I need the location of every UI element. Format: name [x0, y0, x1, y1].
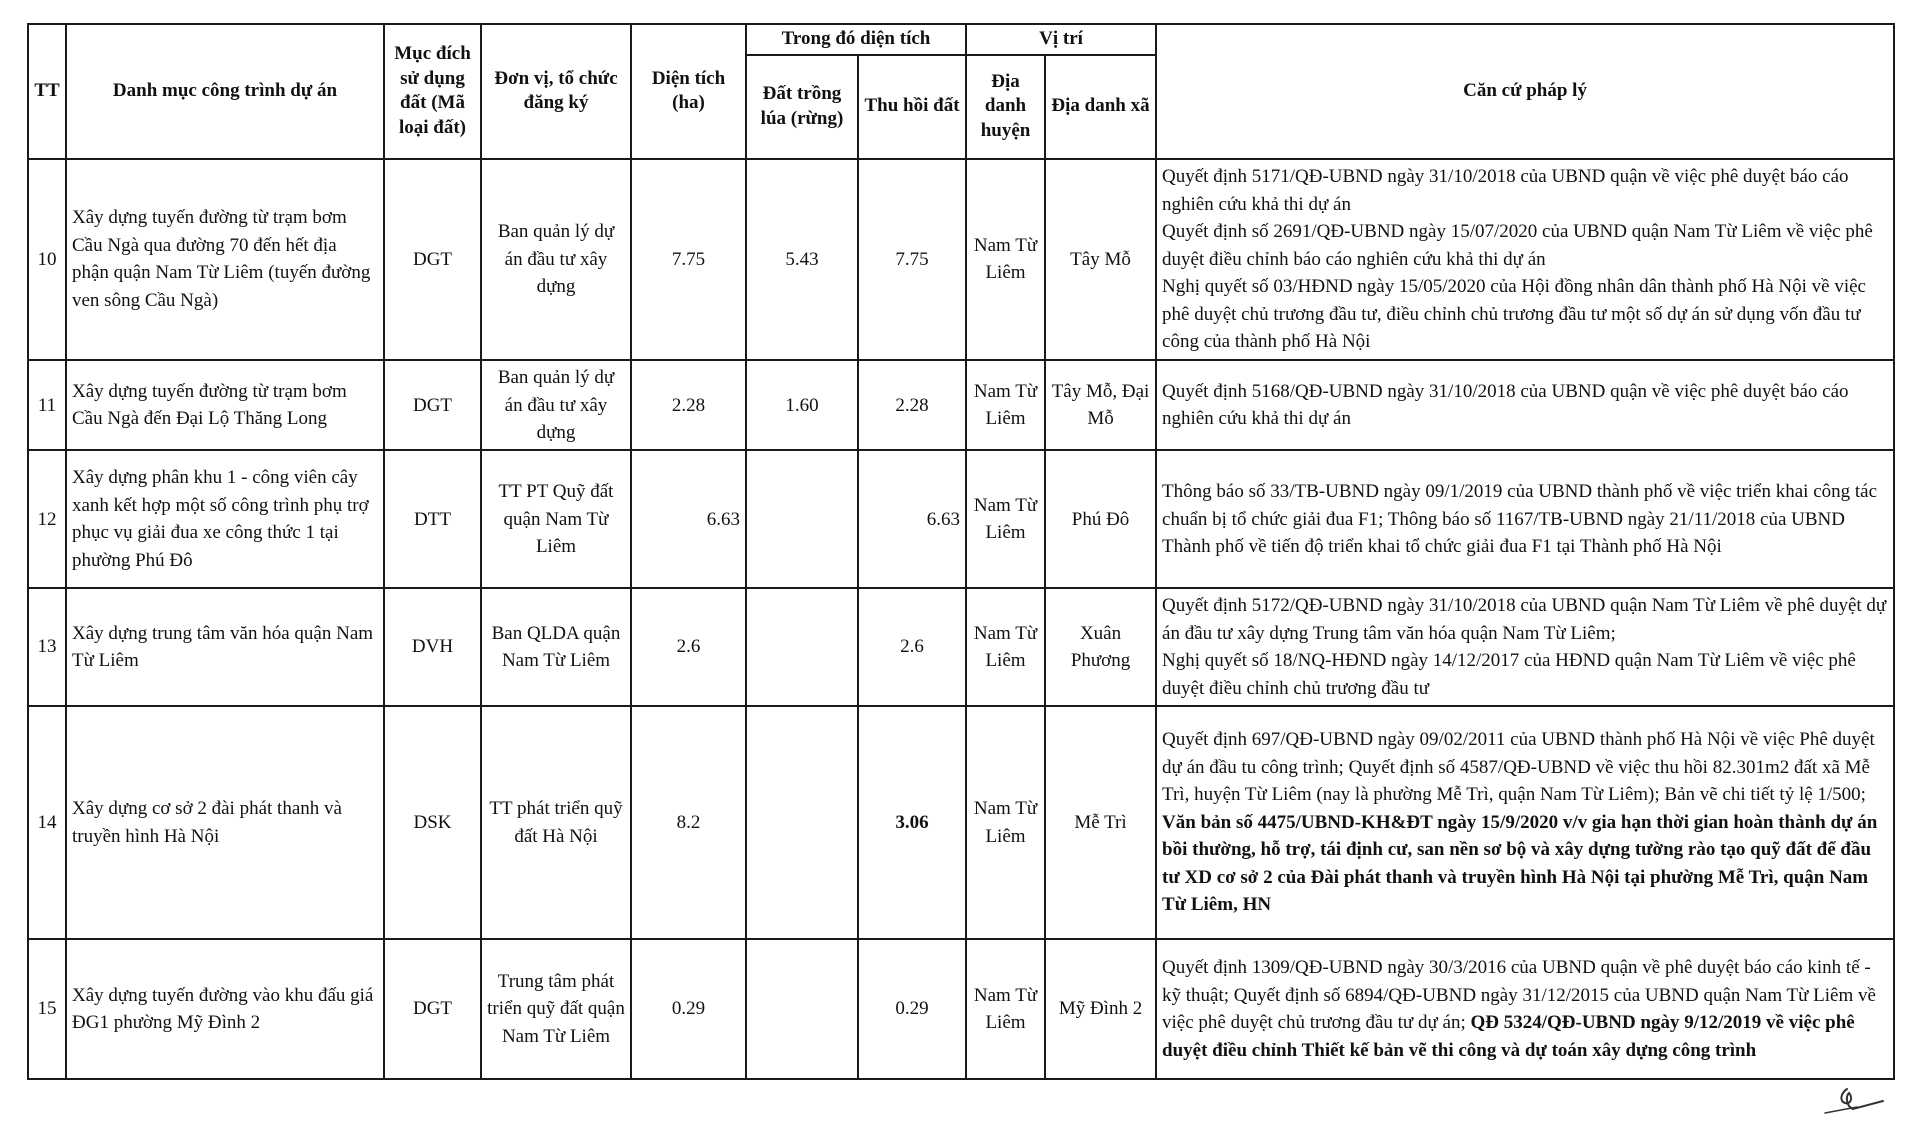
row-unit: TT phát triển quỹ đất Hà Nội [481, 706, 631, 939]
row-tt: 12 [28, 450, 66, 588]
header-project: Danh mục công trình dự án [66, 24, 384, 159]
row-project: Xây dựng cơ sở 2 đài phát thanh và truyền hình Hà Nội [66, 706, 384, 939]
legal-line: Quyết định số 2691/QĐ-UBND ngày 15/07/2020 của UBND quận Nam Từ Liêm về việc phê duyệt điều chỉnh báo cáo nghiên cứu khả thi dự án [1162, 221, 1873, 270]
project-table [27, 23, 1895, 1080]
row-area: 2.28 [631, 360, 746, 450]
legal-line: Nghị quyết số 03/HĐND ngày 15/05/2020 của Hội đồng nhân dân thành phố Hà Nội về việc phê duyệt chủ trương đầu tư, điều chỉnh chủ trương đầu tư một số dự án sử dụng vốn đầu tư công của thành phố Hà Nội [1162, 276, 1866, 353]
header-purpose: Mục đích sử dụng đất (Mã loại đất) [384, 24, 481, 159]
table-row [28, 360, 1894, 450]
initial-signature [1817, 1083, 1887, 1119]
row-tt: 10 [28, 159, 66, 361]
row-district: Nam Từ Liêm [966, 360, 1045, 450]
row-unit: TT PT Quỹ đất quận Nam Từ Liêm [481, 450, 631, 588]
row-recovered: 7.75 [858, 159, 966, 361]
row-district: Nam Từ Liêm [966, 159, 1045, 361]
header-recovered: Thu hồi đất [858, 55, 966, 159]
row-tt: 15 [28, 939, 66, 1079]
header-unit: Đơn vị, tổ chức đăng ký [481, 24, 631, 159]
row-code: DGT [384, 360, 481, 450]
header-district: Địa danh huyện [966, 55, 1045, 159]
legal-line: Quyết định 5172/QĐ-UBND ngày 31/10/2018 của UBND quận Nam Từ Liêm về phê duyệt dự án đầu tư xây dựng Trung tâm văn hóa quận Nam Từ Liêm; [1162, 595, 1887, 644]
header-area: Diện tích (ha) [631, 24, 746, 159]
row-code: DGT [384, 159, 481, 361]
row-recovered: 6.63 [858, 450, 966, 588]
row-legal [1156, 706, 1894, 939]
legal-line: Nghị quyết số 18/NQ-HĐND ngày 14/12/2017 của HĐND quận Nam Từ Liêm về việc phê duyệt điều chỉnh chủ trương đầu tư [1162, 650, 1856, 699]
row-commune: Tây Mỗ [1045, 159, 1156, 361]
legal-text: Quyết định 697/QĐ-UBND ngày 09/02/2011 của UBND thành phố Hà Nội về việc Phê duyệt dự án đầu tu công trình; Quyết định số 4587/QĐ-UBND về việc thu hồi 82.301m2 đất xã Mễ Trì, huyện Từ Liêm (nay là phường Mễ Trì, quận Nam Từ Liêm); Bản vẽ chi tiết tỷ lệ 1/500; [1162, 729, 1875, 806]
header-rice-land: Đất trồng lúa (rừng) [746, 55, 858, 159]
table-row [28, 706, 1894, 939]
row-rice [746, 450, 858, 588]
legal-line: Thông báo số 33/TB-UBND ngày 09/1/2019 của UBND thành phố về việc triển khai công tác chuẩn bị tổ chức giải đua F1; Thông báo số 1167/TB-UBND ngày 21/11/2018 của UBND Thành phố về tiến độ triển khai tổ chức giải đua F1 tại Thành phố Hà Nội [1162, 481, 1878, 558]
row-district: Nam Từ Liêm [966, 450, 1045, 588]
table-row [28, 159, 1894, 361]
row-unit: Ban quản lý dự án đầu tư xây dựng [481, 159, 631, 361]
table-row [28, 939, 1894, 1079]
legal-text-bold: Văn bản số 4475/UBND-KH&ĐT ngày 15/9/2020 v/v gia hạn thời gian hoàn thành dự án bồi thường, hỗ trợ, tái định cư, san nền sơ bộ và xây dựng tường rào tạo quỹ đất để đầu tư XD cơ sở 2 của Đài phát thanh và truyền hình Hà Nội tại phường Mễ Trì, quận Nam Từ Liêm, HN [1162, 811, 1878, 916]
header-location-group: Vị trí [966, 24, 1156, 55]
row-recovered: 3.06 [858, 706, 966, 939]
legal-text-bold: QĐ 5324/QĐ-UBND ngày 9/12/2019 về việc phê duyệt điều chỉnh Thiết kế bản vẽ thi công và dự toán xây dựng công trình [1162, 1012, 1855, 1061]
row-commune: Mễ Trì [1045, 706, 1156, 939]
row-project: Xây dựng trung tâm văn hóa quận Nam Từ Liêm [66, 588, 384, 706]
row-legal [1156, 360, 1894, 450]
row-rice [746, 939, 858, 1079]
row-unit: Ban QLDA quận Nam Từ Liêm [481, 588, 631, 706]
row-code: DTT [384, 450, 481, 588]
row-code: DVH [384, 588, 481, 706]
row-district: Nam Từ Liêm [966, 588, 1045, 706]
row-commune: Tây Mỗ, Đại Mỗ [1045, 360, 1156, 450]
legal-line: Quyết định 5171/QĐ-UBND ngày 31/10/2018 của UBND quận về việc phê duyệt báo cáo nghiên cứu khả thi dự án [1162, 166, 1849, 215]
row-tt: 13 [28, 588, 66, 706]
row-area: 8.2 [631, 706, 746, 939]
row-commune: Xuân Phương [1045, 588, 1156, 706]
row-tt: 14 [28, 706, 66, 939]
row-rice: 5.43 [746, 159, 858, 361]
row-project: Xây dựng phân khu 1 - công viên cây xanh kết hợp một số công trình phụ trợ phục vụ giải đua xe công thức 1 tại phường Phú Đô [66, 450, 384, 588]
row-code: DSK [384, 706, 481, 939]
row-area: 6.63 [631, 450, 746, 588]
header-commune: Địa danh xã [1045, 55, 1156, 159]
row-legal [1156, 588, 1894, 706]
table-row [28, 450, 1894, 588]
row-recovered: 2.28 [858, 360, 966, 450]
row-project: Xây dựng tuyến đường từ trạm bơm Cầu Ngà qua đường 70 đến hết địa phận quận Nam Từ Liêm (tuyến đường ven sông Cầu Ngà) [66, 159, 384, 361]
row-area: 2.6 [631, 588, 746, 706]
row-legal [1156, 159, 1894, 361]
row-legal [1156, 450, 1894, 588]
row-commune: Phú Đô [1045, 450, 1156, 588]
row-area: 0.29 [631, 939, 746, 1079]
row-rice: 1.60 [746, 360, 858, 450]
row-district: Nam Từ Liêm [966, 939, 1045, 1079]
row-district: Nam Từ Liêm [966, 706, 1045, 939]
header-legal: Căn cứ pháp lý [1156, 24, 1894, 159]
row-legal [1156, 939, 1894, 1079]
table-row [28, 588, 1894, 706]
row-code: DGT [384, 939, 481, 1079]
legal-text: Quyết định 1309/QĐ-UBND ngày 30/3/2016 của UBND quận về phê duyệt báo cáo kinh tế - kỹ thuật; Quyết định số 6894/QĐ-UBND ngày 31/12/2015 của UBND quận Nam Từ Liêm về việc phê duyệt chủ trương đầu tư dự án; [1162, 956, 1876, 1034]
row-unit: Ban quản lý dự án đầu tư xây dựng [481, 360, 631, 450]
header-tt: TT [28, 24, 66, 159]
row-unit: Trung tâm phát triển quỹ đất quận Nam Từ Liêm [481, 939, 631, 1079]
row-recovered: 0.29 [858, 939, 966, 1079]
legal-line: Quyết định 5168/QĐ-UBND ngày 31/10/2018 của UBND quận về việc phê duyệt báo cáo nghiên cứu khả thi dự án [1162, 380, 1849, 430]
header-within-group: Trong đó diện tích [746, 24, 966, 55]
row-project: Xây dựng tuyến đường từ trạm bơm Cầu Ngà đến Đại Lộ Thăng Long [66, 360, 384, 450]
row-rice [746, 706, 858, 939]
row-area: 7.75 [631, 159, 746, 361]
row-commune: Mỹ Đình 2 [1045, 939, 1156, 1079]
row-tt: 11 [28, 360, 66, 450]
row-rice [746, 588, 858, 706]
row-recovered: 2.6 [858, 588, 966, 706]
row-project: Xây dựng tuyến đường vào khu đấu giá ĐG1 phường Mỹ Đình 2 [66, 939, 384, 1079]
